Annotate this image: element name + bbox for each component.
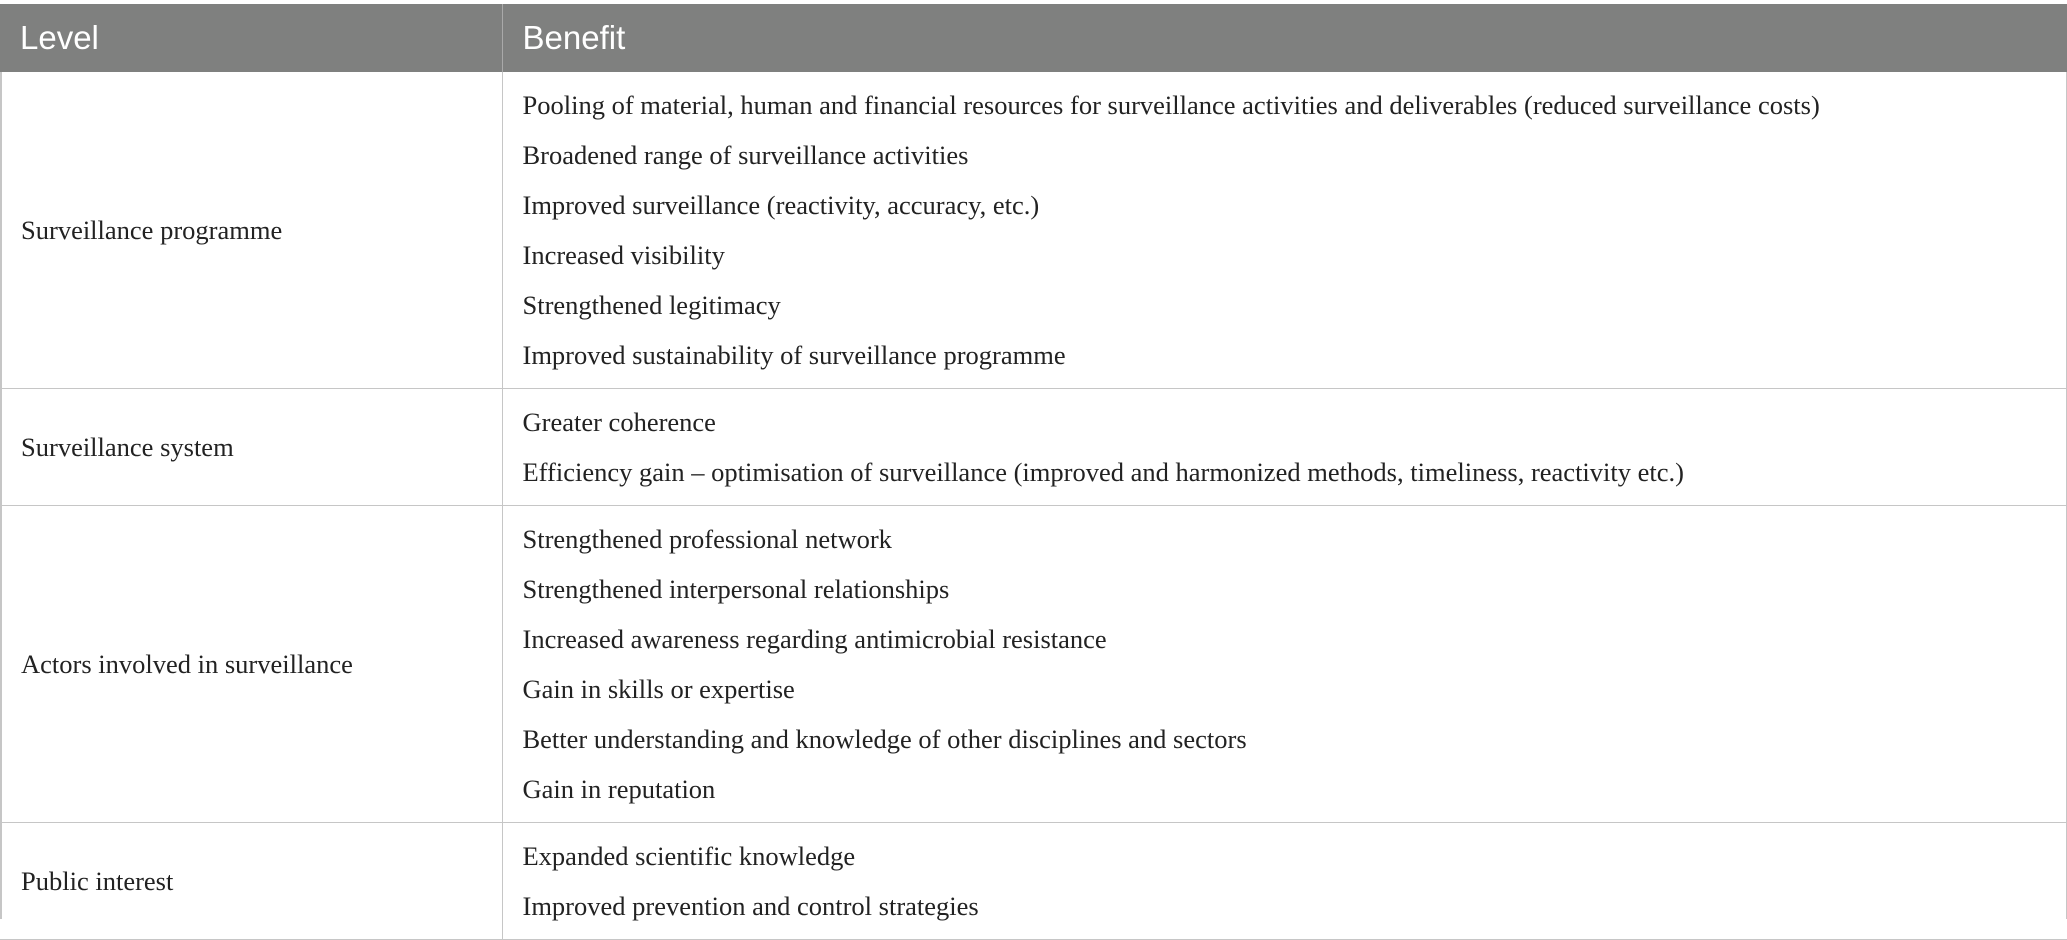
benefit-item: Greater coherence [523,397,2067,447]
level-cell: Surveillance programme [0,72,502,389]
level-cell: Surveillance system [0,389,502,506]
benefit-item: Strengthened professional network [523,514,2067,564]
table-header-row [0,4,2067,72]
benefit-cell [502,823,2067,940]
column-header-level: Level [0,4,502,72]
benefit-item: Increased visibility [523,230,2067,280]
benefit-item: Pooling of material, human and financial resources for surveillance activities and deliverables (reduced surveillance costs) [523,80,2067,130]
benefit-item: Gain in skills or expertise [523,664,2067,714]
benefit-cell [502,72,2067,389]
table-row [0,506,2067,823]
benefit-item: Improved sustainability of surveillance programme [523,330,2067,380]
benefit-item: Efficiency gain – optimisation of surveillance (improved and harmonized methods, timeliness, reactivity etc.) [523,447,2067,497]
level-cell: Public interest [0,823,502,940]
benefit-item: Gain in reputation [523,764,2067,814]
level-cell: Actors involved in surveillance [0,506,502,823]
benefit-cell [502,506,2067,823]
table-row [0,72,2067,389]
benefit-item: Strengthened legitimacy [523,280,2067,330]
benefit-item: Improved prevention and control strategies [523,881,2067,931]
table-row [0,823,2067,940]
benefit-item: Expanded scientific knowledge [523,831,2067,881]
benefit-item: Strengthened interpersonal relationships [523,564,2067,614]
table-left-border [0,72,2,919]
benefit-item: Broadened range of surveillance activities [523,130,2067,180]
benefit-item: Increased awareness regarding antimicrobial resistance [523,614,2067,664]
column-header-benefit: Benefit [502,4,2067,72]
benefit-item: Better understanding and knowledge of other disciplines and sectors [523,714,2067,764]
benefit-item: Improved surveillance (reactivity, accuracy, etc.) [523,180,2067,230]
table-row [0,389,2067,506]
benefits-table [0,4,2067,940]
benefit-cell [502,389,2067,506]
